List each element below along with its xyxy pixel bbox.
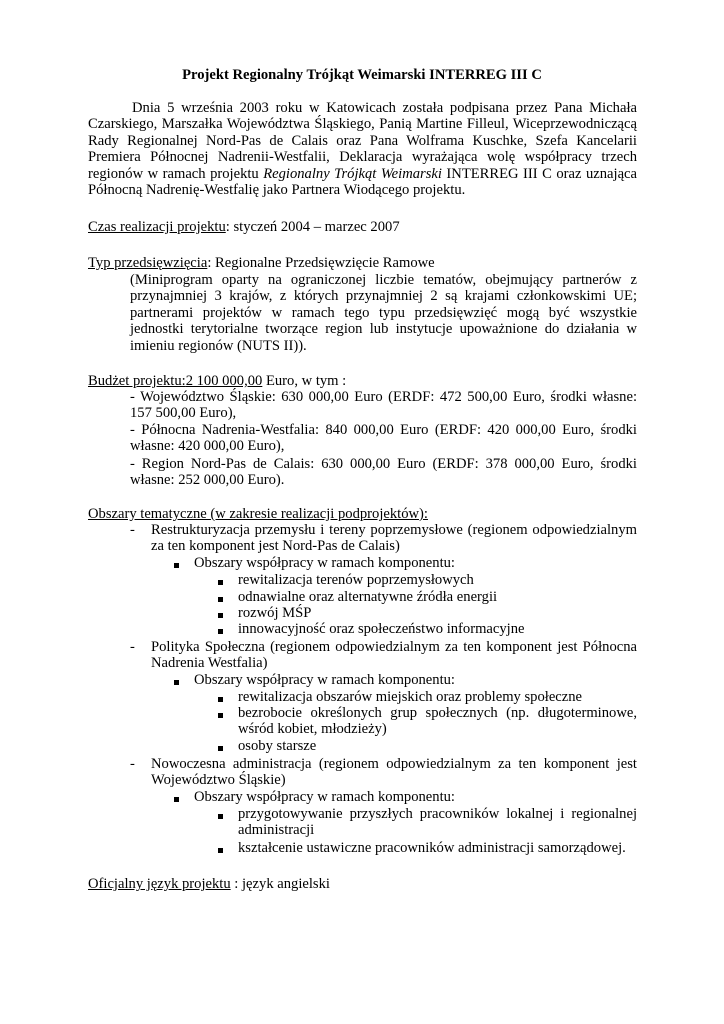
list-item: kształcenie ustawiczne pracowników administracji samorządowej. (238, 840, 626, 856)
budzet-value-rest: Euro, w tym : (262, 373, 347, 389)
square-bullet-icon (218, 597, 223, 602)
jezyk-label: Oficjalny język projektu (88, 876, 231, 892)
czas-value: : styczeń 2004 – marzec 2007 (225, 219, 400, 235)
square-bullet-icon (218, 713, 223, 718)
typ-label: Typ przedsięwzięcia (88, 255, 208, 271)
budzet-amount: 2 100 000,00 (185, 373, 263, 389)
typ-value: : Regionalne Przedsięwzięcie Ramowe (207, 255, 435, 271)
budzet-label: Budżet projektu: (88, 373, 186, 389)
jezyk-value: : język angielski (230, 876, 330, 892)
dash-bullet: - (130, 756, 135, 772)
list-item: bezrobocie określonych grup społecznych (np. długoterminowe, wśród kobiet, młodzieży) (238, 705, 637, 738)
list-item: rewitalizacja terenów poprzemysłowych (238, 572, 474, 588)
component-restrukturyzacja: Restrukturyzacja przemysłu i tereny poprzemysłowe (regionem odpowiedzialnym za ten komponent jest Nord-Pas de Calais) (151, 522, 637, 555)
square-bullet-icon (218, 746, 223, 751)
list-item: przygotowywanie przyszłych pracowników lokalnej i regionalnej administracji (238, 806, 637, 839)
list-item: innowacyjność oraz społeczeństwo informacyjne (238, 621, 525, 637)
intro-text-2: INTERREG III C oraz uznająca Północną Nadrenię-Westfalię jako Partnera Wiodącego projektu. (88, 165, 637, 199)
square-bullet-icon (218, 814, 223, 819)
list-item: odnawialne oraz alternatywne źródła energii (238, 589, 498, 605)
component-nowoczesna-administracja: Nowoczesna administracja (regionem odpowiedzialnym za ten komponent jest Województwo Śląskie) (151, 756, 637, 789)
square-bullet-icon (174, 680, 179, 685)
budzet-item: - Region Nord-Pas de Calais: 630 000,00 Euro (ERDF: 378 000,00 Euro, środki własne: 252 000,00 Euro). (130, 456, 637, 489)
list-item: rozwój MŚP (238, 605, 312, 621)
intro-text-1: Dnia 5 września 2003 roku w Katowicach została podpisana przez Pana Michała Czarskiego, Marszałka Województwa Śląskiego, Panią Martine Filleul, Wiceprzewodniczącą Rady Regionalnej Nord-Pas de Calais oraz Pana Wolframa Kuschke, Szefa Kancelarii Premiera Północnej Nadrenii-Westfalii, Deklaracja wyrażająca wolę współpracy trzech regionów w ramach projektu (88, 100, 637, 182)
square-bullet-icon (174, 797, 179, 802)
component-sub-heading: Obszary współpracy w ramach komponentu: (194, 555, 455, 571)
budzet-projektu (88, 373, 346, 389)
intro-paragraph (88, 100, 637, 198)
component-sub-heading: Obszary współpracy w ramach komponentu: (194, 789, 455, 805)
typ-przedsiewziecia (88, 255, 435, 271)
obszary-label: Obszary tematyczne (w zakresie realizacji podprojektów): (88, 506, 428, 522)
component-sub-heading: Obszary współpracy w ramach komponentu: (194, 672, 455, 688)
typ-description: (Miniprogram oparty na ograniczonej liczbie tematów, obejmujący partnerów z przynajmniej 3 krajów, z których przynajmniej 2 są krajami członkowskimi UE; partnerami projektów w ramach tego typu przedsięwzięć mogą być wszystkie jednostki terytorialne tworzące region lub instytucje upoważnione do działania w imieniu regionów (NUTS II)). (130, 272, 637, 354)
czas-label: Czas realizacji projektu (88, 219, 226, 235)
intro-project-name: Regionalny Trójkąt Weimarski (263, 165, 442, 182)
square-bullet-icon (218, 848, 223, 853)
component-polityka-spoleczna: Polityka Społeczna (regionem odpowiedzialnym za ten komponent jest Północna Nadrenia Westfalia) (151, 639, 637, 672)
dash-bullet: - (130, 639, 135, 655)
list-item: osoby starsze (238, 738, 317, 754)
list-item: rewitalizacja obszarów miejskich oraz problemy społeczne (238, 689, 583, 705)
square-bullet-icon (218, 697, 223, 702)
oficjalny-jezyk (88, 876, 330, 892)
czas-realizacji (88, 219, 400, 235)
document-title: Projekt Regionalny Trójkąt Weimarski INTERREG III C (182, 67, 542, 83)
dash-bullet: - (130, 522, 135, 538)
square-bullet-icon (218, 580, 223, 585)
square-bullet-icon (174, 563, 179, 568)
budzet-item: - Województwo Śląskie: 630 000,00 Euro (ERDF: 472 500,00 Euro, środki własne: 157 500,00 Euro), (130, 389, 637, 422)
square-bullet-icon (218, 613, 223, 618)
square-bullet-icon (218, 629, 223, 634)
budzet-item: - Północna Nadrenia-Westfalia: 840 000,00 Euro (ERDF: 420 000,00 Euro, środki własne: 420 000,00 Euro), (130, 422, 637, 455)
